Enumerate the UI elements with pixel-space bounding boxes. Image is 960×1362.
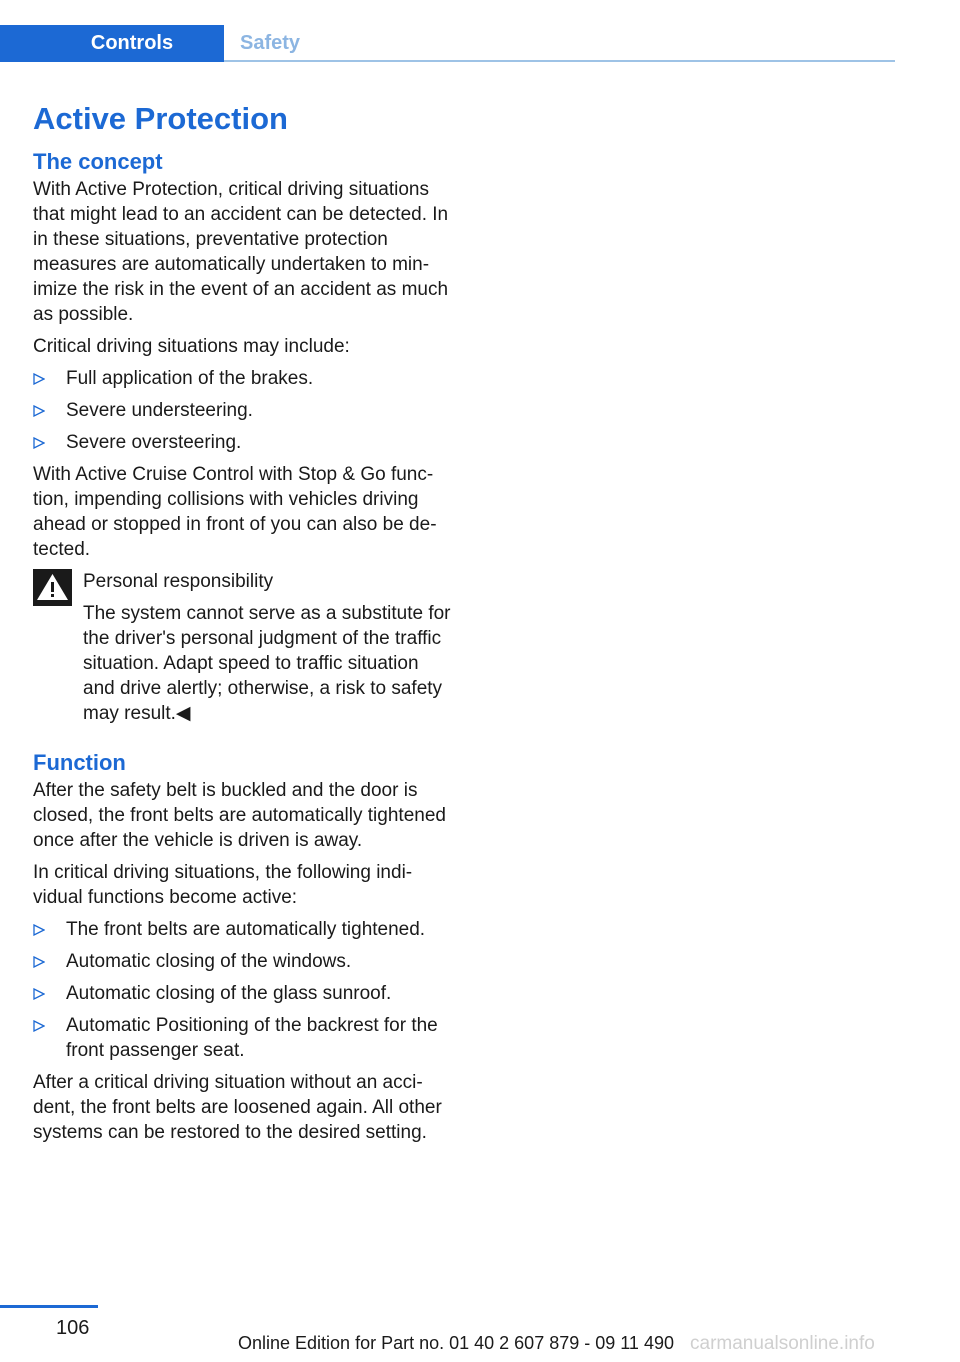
list-item-text: Severe understeering.: [66, 400, 253, 421]
tab-controls-label: Controls: [90, 32, 174, 54]
tab-safety-label: Safety: [240, 32, 301, 54]
warning-box: [33, 569, 451, 726]
concept-paragraph-2: Critical driving situations may include:: [33, 336, 350, 357]
warning-triangle-icon: [33, 569, 72, 606]
warning-text: The system cannot serve as a substitute for the driver's personal judgment of the traffic situation. Adapt speed to traffic situation and drive alertly; otherwise, a risk to safety may result.◀: [83, 603, 451, 724]
list-item: [33, 366, 451, 391]
list-item-text: Automatic closing of the windows.: [66, 951, 352, 972]
page-content: [33, 97, 451, 1152]
tab-controls[interactable]: [0, 25, 224, 62]
list-item-text: Automatic Positioning of the backrest for the front passenger seat.: [66, 1015, 438, 1061]
list-item-text: The front belts are automatically tightened.: [66, 919, 426, 940]
edition-text: Online Edition for Part no. 01 40 2 607 879 - 09 11 490: [238, 1333, 674, 1353]
concept-heading: The concept: [33, 149, 163, 174]
triangle-right-icon: [33, 1020, 45, 1032]
list-item: [33, 1013, 451, 1063]
list-item-text: Automatic closing of the glass sunroof.: [66, 983, 392, 1004]
function-paragraph-3: After a critical driving situation without an accident, the front belts are loosened again. All other systems can be restored to the desired setting.: [33, 1072, 442, 1143]
watermark: carmanualsonline.info: [690, 1333, 875, 1354]
function-paragraph-2: In critical driving situations, the following individual functions become active:: [33, 862, 413, 908]
list-item: [33, 917, 451, 942]
triangle-right-icon: [33, 373, 45, 385]
triangle-right-icon: [33, 437, 45, 449]
critical-situations-list: [33, 366, 451, 455]
triangle-right-icon: [33, 405, 45, 417]
list-item: [33, 398, 451, 423]
functions-list: [33, 917, 451, 1063]
list-item-text: Severe oversteering.: [66, 432, 242, 453]
warning-title: Personal responsibility: [83, 571, 274, 592]
list-item: [33, 949, 451, 974]
tab-safety[interactable]: [240, 25, 300, 62]
concept-paragraph-3: With Active Cruise Control with Stop & Go function, impending collisions with vehicles driving ahead or stopped in front of you can also be detected.: [33, 464, 437, 560]
triangle-right-icon: [33, 924, 45, 936]
list-item: [33, 981, 451, 1006]
list-item-text: Full application of the brakes.: [66, 368, 314, 389]
function-paragraph-1: After the safety belt is buckled and the door is closed, the front belts are automatically tightened once after the vehicle is driven is away.: [33, 780, 446, 851]
page-number: 106: [56, 1317, 90, 1339]
footer-rule: [0, 1305, 98, 1308]
list-item: [33, 430, 451, 455]
page-title: Active Protection: [33, 101, 288, 136]
triangle-right-icon: [33, 956, 45, 968]
triangle-right-icon: [33, 988, 45, 1000]
function-heading: Function: [33, 750, 126, 775]
concept-paragraph-1: With Active Protection, critical driving situations that might lead to an accident can be detected. In in these situations, preventative protection measures are automatically undertaken to minimize the risk in the event of an accident as much as possible.: [33, 179, 449, 325]
